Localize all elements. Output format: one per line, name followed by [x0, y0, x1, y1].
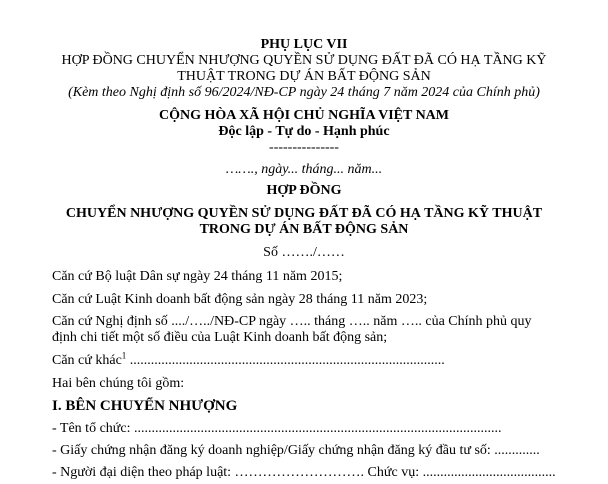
contract-number: Số ……./……: [263, 245, 345, 260]
appendix-title: PHỤ LỤC VII: [260, 37, 348, 52]
appendix-subtitle-line-2: THUẬT TRONG DỰ ÁN BẤT ĐỘNG SẢN: [177, 69, 431, 84]
footnote-marker: 1: [121, 350, 127, 361]
basis-civil-code: Căn cứ Bộ luật Dân sự ngày 24 tháng 11 năm 2015;: [52, 269, 343, 284]
basis-other-dots: ..........................................................................................: [126, 353, 445, 368]
basis-other: [52, 350, 445, 369]
basis-decree-line-2: định chi tiết một số điều của Luật Kinh doanh bất động sản;: [52, 330, 388, 345]
field-business-cert: - Giấy chứng nhận đăng ký doanh nghiệp/Giấy chứng nhận đăng ký đầu tư số: .............: [52, 443, 540, 458]
national-motto: Độc lập - Tự do - Hạnh phúc: [218, 124, 390, 139]
basis-other-label: Căn cứ khác: [52, 353, 122, 368]
field-representative: - Người đại diện theo pháp luật: ………………………. Chức vụ: ......................................: [52, 465, 556, 480]
basis-decree-line-1: Căn cứ Nghị định số ..../…../NĐ-CP ngày ….. tháng ….. năm ….. của Chính phủ quy: [52, 314, 532, 329]
contract-subtitle-line-1: CHUYỂN NHƯỢNG QUYỀN SỬ DỤNG ĐẤT ĐÃ CÓ HẠ TẦNG KỸ THUẬT: [65, 206, 543, 221]
basis-real-estate-law: Căn cứ Luật Kinh doanh bất động sản ngày 28 tháng 11 năm 2023;: [52, 292, 428, 307]
motto-divider: ---------------: [269, 140, 339, 155]
contract-title: HỢP ĐỒNG: [266, 183, 342, 198]
date-line: ……., ngày... tháng... năm...: [225, 162, 383, 177]
field-org-name: - Tên tổ chức: .........................................................................................................: [52, 421, 502, 436]
parties-intro: Hai bên chúng tôi gồm:: [52, 376, 185, 391]
appendix-subtitle-line-1: HỢP ĐỒNG CHUYỂN NHƯỢNG QUYỀN SỬ DỤNG ĐẤT ĐÃ CÓ HẠ TẦNG KỸ: [61, 53, 547, 68]
decree-note: (Kèm theo Nghị định số 96/2024/NĐ-CP ngày 24 tháng 7 năm 2024 của Chính phủ): [68, 85, 540, 100]
country-name: CỘNG HÒA XÃ HỘI CHỦ NGHĨA VIỆT NAM: [158, 108, 449, 123]
contract-subtitle-line-2: TRONG DỰ ÁN BẤT ĐỘNG SẢN: [199, 222, 409, 237]
section-heading-transferor: I. BÊN CHUYỂN NHƯỢNG: [52, 398, 238, 414]
